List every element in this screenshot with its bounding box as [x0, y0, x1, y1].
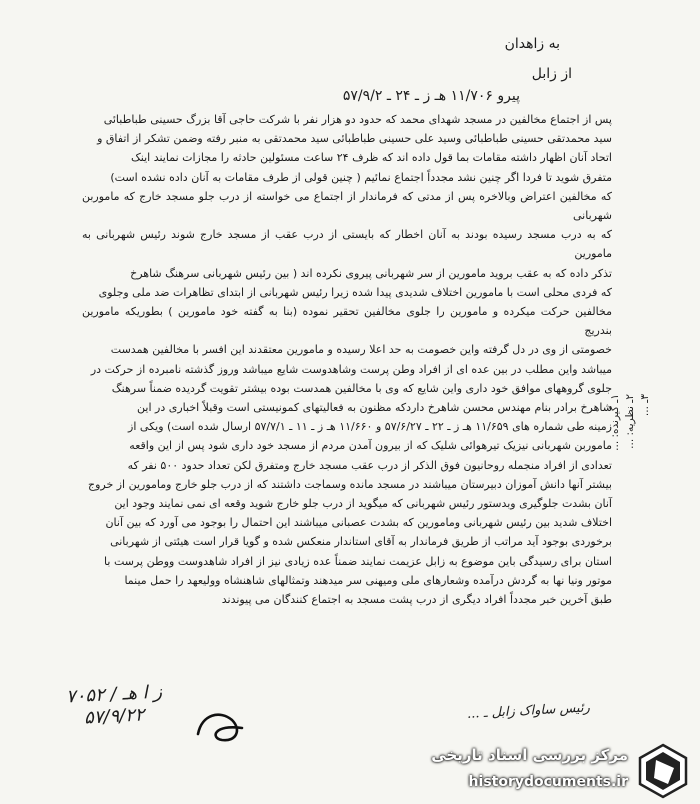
handwritten-date: ۵۷/۹/۲۲ [83, 704, 145, 729]
body-line: جلوی گروههای موافق خود داری واین شایع که وی با مخالفین همدست بوده بیشتر تقویت گردیده ضمناً سرهنگ [111, 381, 612, 395]
body-line: موتور ونیا نها به گردش درآمده وشعارهای ملی ومیهنی سر میدهند وتمثالهای شاهنشاه ووليعهد را حمل مینما [124, 573, 612, 587]
recipient-line: به زاهدان [504, 36, 560, 52]
signature: رئیس ساواک زابل ـ ... [466, 700, 591, 722]
body-line: اختلاف شدید بین رئیس شهربانی ومامورین که بشدت عصبانی میباشند این احتمال را بوجود می آورد که بین آنان [105, 516, 612, 530]
archive-watermark [410, 738, 700, 804]
sender-line: از زابل [531, 66, 572, 82]
margin-annotation [608, 394, 653, 594]
body-line: آنان بشدت جلوگیری وبدستور رئیس شهربانی که میگوید از درب جلو خارج شوید وقعه ای نمی نمایند وجود این [114, 497, 612, 511]
report-body [82, 110, 612, 609]
body-line: اتحاد آنان اظهار داشته مقامات بما قول داده اند که ظرف ۲۴ ساعت مسئولین حادثه را مجازات نمایند اینک [130, 151, 612, 165]
body-line: مخالفین حرکت میکرده و مامورین را جلوی مخالفین تحقیر نموده (بنا به گفته خود مامورین ) بطوریکه مامورین بندریج [82, 305, 612, 338]
body-line: شاهرخ برادر بنام مهندس محسن شاهرخ داردکه مظنون به فعالیتهای کمونیستی است وقبلاً اخباری در این [137, 401, 612, 415]
body-line: ماموربن شهربانی نیزیک تیرهوائی شلیک که از بیرون آمدن مردم از مسجد خود داری شود پس از این واقعه [129, 439, 612, 453]
body-line: تذکر داده که به عقب بروید مامورین از سر شهربانی پیروی نکرده اند ( بین رئیس شهربانی سرهنگ شاهرخ [130, 266, 612, 280]
body-line: که به درب مسجد رسیده بودند به آنان اخطار که بایستی از درب عقب از مسجد خارج شوند رئیس شهربانی به مامورین [82, 228, 612, 261]
body-line: سید محمدتقی حسینی طباطبائی وسید علی حسینی طباطبائی سید محمدتقی به منبر رفته وضمن تشکر از اتفاق و [97, 132, 612, 146]
body-line: استان برای رسیدگی باین موضوع به زابل عزیمت نمایند ضمناً عده زیادی نیز از افراد شاهدوست ووطن پرست با [104, 554, 612, 568]
watermark-title: مرکز بررسی اسناد تاریخی [431, 746, 628, 764]
body-line: خصومتی از وی در دل گرفته واین خصومت به حد اعلا رسیده و مامورین معتقدند این افسر با مخالفین همدست [110, 343, 612, 357]
body-line: میباشد واین مطلب در بین عده ای از افراد وطن پرست وشاهدوست شایع میباشد وروز گذشته نامبرده از حرکت در [90, 362, 612, 376]
margin-note-line: ۱ـ گیرنده: ... [609, 394, 621, 451]
body-line: متفرق شوید تا فردا اگر چنین نشد مجدداً اجتماع نمائیم ( چنین قولی از طرف مقامات به آنان داده نشده است) [110, 170, 612, 184]
body-line: که فردی محلی است با مامورین اختلاف شدیدی پیدا شده زیرا رئیس شهربانی از ابتدای تظاهرات ضد ملی وجلوی [98, 285, 612, 299]
body-line: پس از اجتماع مخالفین در مسجد شهدای محمد که حدود دو هزار نفر با شرکت حاجی آقا بزرگ حسینی طباطبائی [103, 113, 612, 126]
body-line: بیشتر آنها دانش آموزان دبیرستان میباشند در مسجد مانده وسماجت داشتند که از درب جلو خارج ومامورین از خروج [87, 477, 612, 491]
body-line: برخوردی بوجود آید مراتب از طریق فرماندار به آقای استاندار منعکس شده و گویا قرار است هیئتی از شهربانی [110, 535, 612, 549]
body-line: تعدادی از افراد منجمله روحانیون فوق الذکر از درب عقب مسجد خارج ومتفرق لکن تعداد حدود ۵۰۰ نفر که [127, 458, 612, 472]
squiggle-mark [192, 704, 252, 748]
reference-number: پیرو ۱۱/۷۰۶ هـ ز ـ ۲۴ ـ ۵۷/۹/۲ [342, 88, 520, 104]
margin-note-line: ۲ـ نظریه: ... [624, 394, 636, 449]
body-line: طبق آخرین خبر مجدداً افراد دیگری از درب پشت مسجد به اجتماع کنندگان می پیوندند [221, 593, 612, 607]
margin-note-line: ۳ـ ... [639, 394, 651, 417]
handwritten-number: ۷۰۵۲ / ز ا هـ [65, 681, 163, 708]
body-line: که مخالفین اعتراض وبالاخره پس از مدتی که فرماندار از اجتماع می خواسته از درب جلو مسجد خارج که ماموربن شهربانی [82, 189, 612, 223]
archive-emblem-icon [634, 742, 692, 800]
watermark-url: historydocuments.ir [468, 774, 628, 790]
body-line: زمینه طی شماره های ۱۱/۶۵۹ هـ ز ـ ۲۲ ـ ۵۷/۶/۲۷ و ۱۱/۶۶۰ هـ ز ـ ۱۱ ـ ۵۷/۷/۱ ارسال شده است) ویکی از [128, 420, 612, 434]
